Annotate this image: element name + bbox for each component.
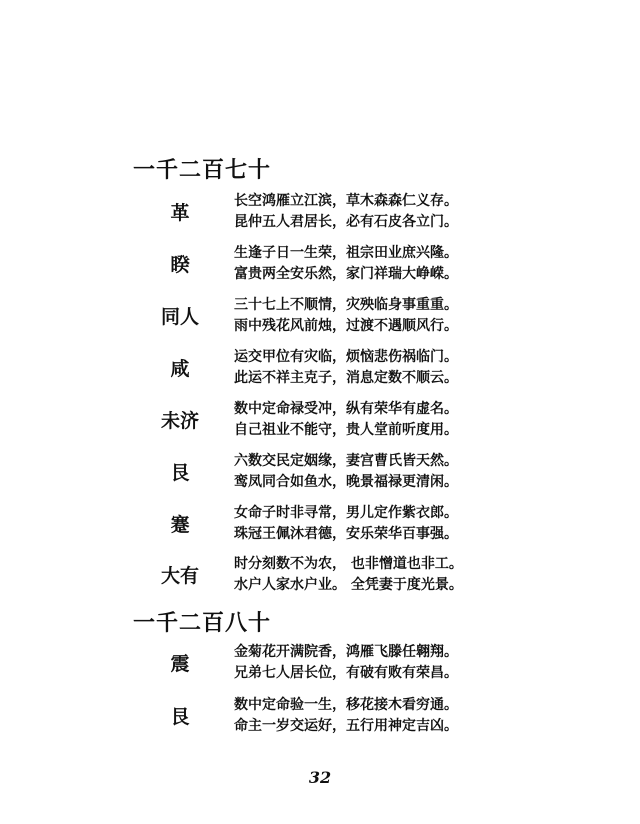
verse-line: 珠冠王佩沐君德，安乐荣华百事强。 [234,526,458,542]
verse-line: 时分刻数不为农， 也非憎道也非工。 [234,556,463,572]
verse-text [234,695,458,737]
verse-entry [0,293,640,341]
verse-text [234,191,458,233]
verse-line: 数中定命验一生，移花接木看穷通。 [234,697,458,713]
verse-text [234,503,458,545]
hexagram-name: 蹇 [170,514,190,536]
hexagram-name: 睽 [170,254,190,276]
verse-text [234,642,458,684]
verse-line: 运交甲位有灾临，烦恼悲伤祸临门。 [234,349,458,365]
verse-entry [0,397,640,445]
verse-line: 自己祖业不能守，贵人堂前听度用。 [234,422,458,438]
section-heading: 一千二百八十 [133,610,272,636]
verse-line: 雨中残花风前烛，过渡不遇顺风行。 [234,318,458,334]
verse-line: 昆仲五人君居长，必有石皮各立门。 [234,214,458,230]
verse-text [234,554,463,596]
verse-line: 兄弟七人居长位，有破有败有荣昌。 [234,665,458,681]
verse-line: 富贵两全安乐然，家门祥瑞大峥嵘。 [234,266,458,282]
verse-line: 命主一岁交运好，五行用神定吉凶。 [234,718,458,734]
verse-text [234,347,458,389]
verse-line: 此运不祥主克子，消息定数不顺云。 [234,370,458,386]
hexagram-name: 同人 [160,306,199,328]
hexagram-name: 大有 [160,565,199,587]
verse-text [234,399,458,441]
hexagram-name: 艮 [170,462,190,484]
verse-line: 三十七上不顺情，灾殃临身事重重。 [234,297,458,313]
verse-line: 金菊花开满院香，鸿雁飞滕任翱翔。 [234,644,458,660]
hexagram-name: 艮 [170,706,190,728]
verse-text [234,451,458,493]
verse-entry [0,552,640,600]
verse-line: 六数交民定姻缘，妻宫曹氏皆天然。 [234,453,458,469]
verse-entry [0,501,640,549]
verse-line: 生逢子日一生荣，祖宗田业庶兴隆。 [234,245,458,261]
verse-entry [0,693,640,741]
hexagram-name: 震 [170,653,190,675]
verse-text [234,295,458,337]
verse-entry [0,241,640,289]
verse-line: 水户人家水户业。 全凭妻于度光景。 [234,577,463,593]
verse-line: 长空鸿雁立江滨，草木森森仁义存。 [234,193,458,209]
verse-entry [0,640,640,688]
verse-entry [0,189,640,237]
hexagram-name: 未济 [160,410,199,432]
section-heading: 一千二百七十 [133,157,272,183]
hexagram-name: 革 [170,202,190,224]
verse-line: 数中定命禄受冲，纵有荣华有虚名。 [234,401,458,417]
page-number: 32 [308,768,332,787]
verse-line: 鸾凤同合如鱼水，晚景福禄更清闲。 [234,474,458,490]
hexagram-name: 咸 [170,358,190,380]
verse-entry [0,449,640,497]
verse-text [234,243,458,285]
verse-line: 女命子时非寻常，男儿定作紫衣郎。 [234,505,458,521]
verse-entry [0,345,640,393]
